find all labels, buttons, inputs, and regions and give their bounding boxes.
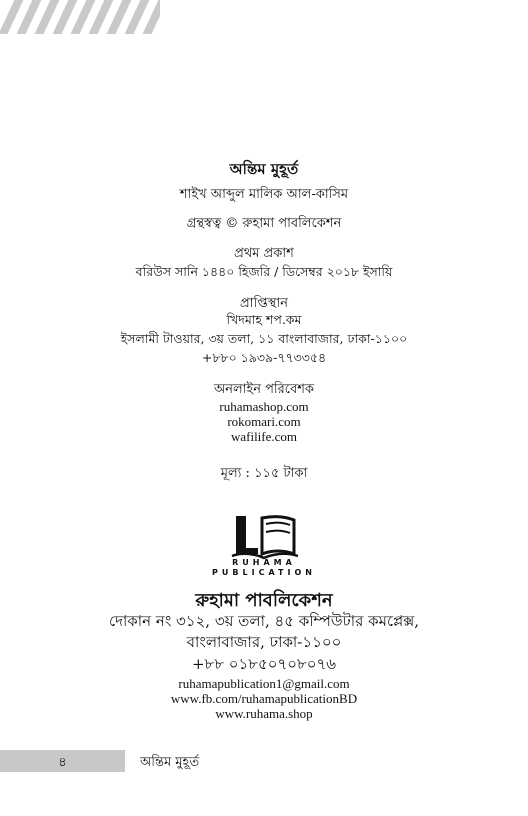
first-edition-label: প্রথম প্রকাশ bbox=[234, 246, 294, 261]
publisher-phone: +৮৮ ০১৮৫০৭০৮০৭৬ bbox=[191, 655, 336, 673]
publisher-address-line2: বাংলাবাজার, ঢাকা-১১০০ bbox=[186, 633, 342, 651]
online-distributor-label: অনলাইন পরিবেশক bbox=[213, 382, 315, 397]
availability-label: প্রাপ্তিস্থান bbox=[239, 296, 288, 311]
shop-name: খিদমাহ শপ.কম bbox=[226, 312, 302, 327]
online-site-link[interactable]: wafilife.com bbox=[230, 429, 298, 444]
publisher-email[interactable]: ruhamapublication1@gmail.com bbox=[178, 676, 350, 691]
running-head: অন্তিম মুহূর্ত bbox=[140, 755, 200, 770]
author-name: শাইখ আব্দুল মালিক আল-কাসিম bbox=[179, 187, 349, 202]
publisher-website[interactable]: www.ruhama.shop bbox=[215, 706, 313, 721]
publisher-name: রুহামা পাবলিকেশন bbox=[195, 590, 333, 611]
copyright-line: গ্রন্থস্বত্ব © রুহামা পাবলিকেশন bbox=[186, 216, 342, 231]
publisher-facebook[interactable]: www.fb.com/ruhamapublicationBD bbox=[170, 691, 358, 706]
page-number: ৪ bbox=[58, 755, 67, 770]
shop-phone: +৮৮০ ১৯৩৯-৭৭৩৩৫৪ bbox=[201, 350, 327, 365]
price: মূল্য : ১১৫ টাকা bbox=[220, 466, 308, 481]
first-edition-date: বরিউস সানি ১৪৪০ হিজরি / ডিসেম্বর ২০১৮ ইসায়ি bbox=[135, 264, 393, 279]
logo-text-line1: RUHAMA bbox=[232, 558, 296, 567]
logo-text-line2: PUBLICATION bbox=[212, 568, 316, 577]
online-site-link[interactable]: ruhamashop.com bbox=[219, 399, 309, 414]
decorative-stripes bbox=[0, 0, 160, 34]
shop-address: ইসলামী টাওয়ার, ৩য় তলা, ১১ বাংলাবাজার, ঢাকা-১১০০ bbox=[120, 331, 408, 346]
book-title: অন্তিম মুহূর্ত bbox=[229, 160, 299, 178]
publisher-address-line1: দোকান নং ৩১২, ৩য় তলা, ৪৫ কম্পিউটার কমপ্লেক্স, bbox=[108, 612, 419, 630]
online-site-link[interactable]: rokomari.com bbox=[227, 414, 301, 429]
